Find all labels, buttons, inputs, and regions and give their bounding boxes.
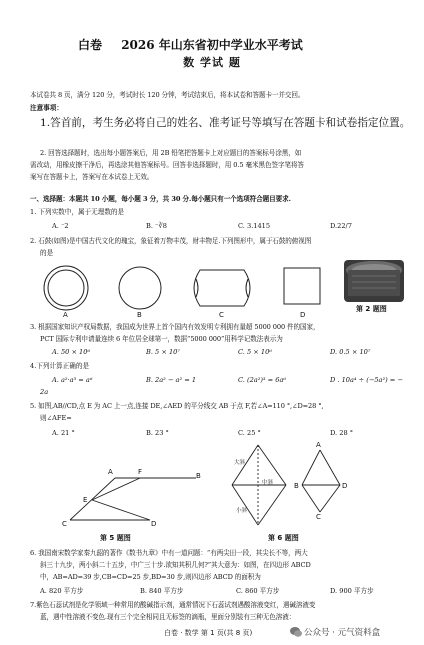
q5-fig-caption: 第 5 题图 [100,534,131,542]
q6-option-a: A. 820 平方步 [40,587,84,595]
q3-stem-1: 3. 根据国家知识产权局数据，我国成为世界上首个国内有效发明专利拥有量超 5000 000 件的国家， [30,323,320,331]
q5-stem-2: 则∠AFE= [40,414,72,422]
q4-option-c: C. (2a²)³ = 6a⁶ [238,376,287,384]
page-footer: 白卷 · 数学 第 1 页(共 8 页) [164,629,253,637]
q3-option-c: C. 5 × 10⁶ [238,348,272,356]
intro-line: 本试卷共 8 页，满分 120 分，考试时长 120 分钟，考试结束后，将本试卷和答题卡一并交回。 [30,91,305,99]
q2-label-a: A [63,311,68,319]
q6-stem-1: 6. 我国南宋数学家秦九韶的著作《数书九章》中有一道问题：“有两尖田一段，其尖长不等，两大 [30,549,308,557]
q2-stem-2: 的是 [40,249,54,257]
section-title: 一、选择题：本题共 10 小题，每小题 3 分，共 30 分.每小题只有一个选项符合题目要求. [30,195,291,203]
wechat-icon [290,626,302,638]
q5-stem-1: 5. 如图,AB//CD,点 E 为 AC 上一点,连接 DE,∠AED 的平分线交 AB 于点 F,若∠A=110 °,∠D=28 °, [30,402,324,410]
q6-label-small-slant: 小斜 [236,508,248,514]
q4-stem: 4.下列计算正确的是 [30,362,90,370]
q2-label-b: B [137,311,142,319]
q6-option-c: C. 860 平方步 [236,587,280,595]
q6-option-d: D. 900 平方步 [330,587,374,595]
q2-label-d: D [300,311,306,319]
q6-label-middle: 中斜 [262,480,274,486]
q3-option-d: D. 0.5 × 10⁷ [330,348,371,356]
q7-stem-1: 7.紫色石蕊试剂是化学领域一种常用的酸碱指示剂，通常情况下石蕊试剂遇酸溶液变红，遇碱溶液变 [30,601,316,609]
note-1: 1.答首前，考生务必将自己的姓名、准考证号等填写在答题卡和试卷指定位置。 [40,117,411,129]
note-2a: 2. 回答选择题时，选出每小题答案后，用 2B 铅笔把答题卡上对应题目的答案标号涂黑，如 [40,149,302,157]
q3-option-a: A. 50 × 10⁶ [52,348,91,356]
q4-option-b: B. 2a² − a² = 1 [146,376,197,384]
q7-stem-2: 蓝，遇中性溶液不变色.现有三个完全相同且无标签的滴瓶，里面分别装有三种无色溶液： [40,613,296,621]
q1-stem: 1. 下列实数中，属于无理数的是 [30,208,125,216]
q2-label-c: C [219,311,224,319]
q5-option-d: D. 28 ° [330,429,354,437]
q2-fig-caption: 第 2 题图 [356,305,387,313]
q5-point-f: F [138,468,143,476]
q5-point-a: A [108,468,113,476]
note-2c: 案写在答题卡上，答案写在本试卷上无效。 [30,173,154,181]
q4-option-d-cont: 2a [40,388,49,396]
q6-stem-2: 斜三十九步，两小斜二十五步，中广三十步.欲知其积几何?”其大意为：如图，在四边形 ABCD [40,561,311,569]
q5-option-b: B. 23 ° [146,429,169,437]
q6-point-b: B [294,482,299,490]
q6-fig-caption: 第 6 题图 [268,534,299,542]
notes-title: 注意事项： [30,104,63,112]
watermark-text: 公众号 · 元气资料盒 [304,628,381,638]
exam-title: 2026 年山东省初中学业水平考试 [121,38,303,52]
q1-option-a: A. ⁻2 [52,222,69,230]
q5-point-d: D [151,520,157,528]
q3-stem-2: PCT 国际专利申请量连续 6 年位居全球第一，数据“5000 000”用科学记数法表示为 [40,335,283,343]
q1-option-d: D.22/7 [330,222,352,230]
paper-tag: 白卷 [78,38,103,52]
q5-point-e: E [83,496,88,504]
note-2b: 需改动，用橡皮擦干净后，再选涂其他答案标号。回答非选择题时，用 0.5 毫米黑色签字笔将答 [30,161,304,169]
q3-option-b: B. 5 × 10⁷ [146,348,180,356]
q5-option-a: A. 21 ° [52,429,75,437]
exam-subject: 数 学试 题 [183,56,241,69]
q4-option-d: D . 10a⁴ ÷ (−5a²) = − [330,376,403,384]
q6-stem-3: 中，AB=AD=39 步,CB=CD=25 步,BD=30 步,则四边形 ABCD 的面积为 [40,573,261,581]
q6-point-c: C [316,513,321,521]
q4-option-a: A. a²·a³ = a⁶ [52,376,93,384]
q6-point-d: D [342,482,348,490]
q6-label-big-slant: 大斜 [234,460,246,466]
q5-point-b: B [196,472,201,480]
q1-option-b: B. ⁻∛8 [146,222,167,230]
q6-option-b: B. 840 平方步 [140,587,184,595]
q6-point-a: A [316,441,321,449]
q5-option-c: C. 25 ° [238,429,261,437]
q5-point-c: C [62,520,67,528]
q2-stem: 2. 石鼓(如图)是中国古代文化的瑰宝，象征着万物丰茂，财丰物足.下列图形中，属于石鼓的俯视图 [30,237,312,245]
q1-option-c: C. 3.1415 [238,222,271,230]
